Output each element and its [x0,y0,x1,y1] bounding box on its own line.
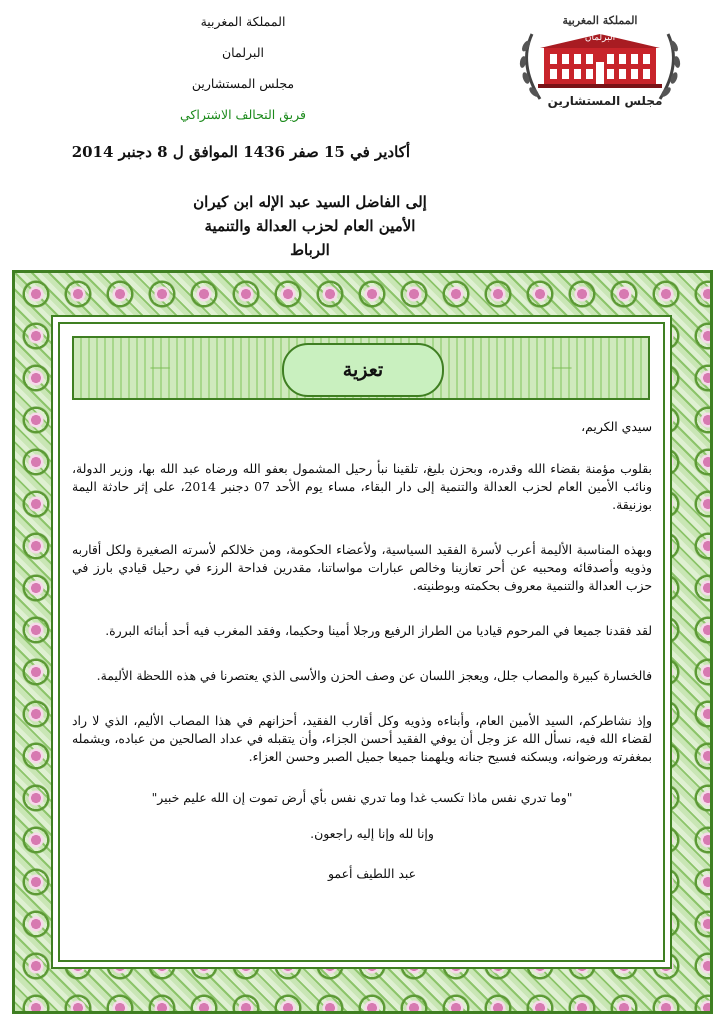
parliament-emblem [510,4,690,114]
emblem-bottom-text: مجلس المستشارين [547,94,663,108]
letterhead-parliament: البرلمان [222,45,264,60]
paragraph-condolences: وبهذه المناسبة الأليمة أعرب لأسرة الفقيد السياسية، ولأعضاء الحكومة، ومن خلالكم لأسرته الصغيرة ولكل أقاربه وذويه وأصدقائه ومحبيه عن أحر تعازينا وخالص عبارات مواساتنا، مقدرين فداحة الرزء في رحيل قيادي بارز في حزب العدالة والتنمية معروف بحكمته وبوطنيته. [72,542,652,593]
closing-phrase: وإنا لله وإنا إليه راجعون. [310,826,434,841]
emblem-middle-text: البرلمان [584,33,616,43]
addressee-city: الرباط [290,241,330,259]
salutation: سيدي الكريم، [581,419,652,434]
letter-title: تعزية [282,343,444,397]
addressee-block [150,190,470,262]
paragraph-grief: فالخسارة كبيرة والمصاب جلل، ويعجز اللسان عن وصف الحزن والأسى الذي يعتصرنا في هذه اللحظة الأليمة. [96,668,652,683]
paragraph-prayer: وإذ نشاطركم، السيد الأمين العام، وأبناءه وذويه وكل أقارب الفقيد، أحزانهم في هذا المصاب الأليم، الذي لا راد لقضاء الله فيه، نسأل الله عز وجل أن يوفي الفقيد أحسن الجزاء، وأن يتقبله في عداد الصالحين من عباده، ويشمله بمغفرته ورضوانه، ويسكنه فسيح جنانه ويلهمنا جميعا جميل الصبر وحسن العزاء. [72,713,652,764]
letter-body [72,418,652,883]
signature: عبد اللطيف أعمو [328,866,416,881]
addressee-name: إلى الفاضل السيد عبد الإله ابن كيران [193,193,427,211]
parliament-building-icon [510,4,690,114]
paragraph-loss: لقد فقدنا جميعا في المرحوم قياديا من الطراز الرفيع ورجلا أمينا وحكيما، وفقد المغرب فيه أحد أبنائه البررة. [105,623,652,638]
letterhead [168,6,318,130]
paragraph-announcement: بقلوب مؤمنة بقضاء الله وقدره، وبحزن بليغ، تلقينا نبأ رحيل المشمول بعفو الله ورضاه عبد الله بها، وزير الدولة، ونائب الأمين العام لحزب العدالة والتنمية إلى دار البقاء، مساء يوم الأحد 07 دجنبر 2014، على إثر حادثة اليمة بوزنيقة. [72,461,653,512]
letterhead-group: فريق التحالف الاشتراكي [180,107,306,122]
emblem-top-text: المملكة المغربية [562,14,638,27]
letterhead-council: مجلس المستشارين [191,76,295,91]
date-line: أكادير في 15 صفر 1436 الموافق ل 8 دجنبر 2014 [71,143,410,161]
quran-quote: "وما تدري نفس ماذا تكسب غدا وما تدري نفس بأي أرض تموت إن الله عليم خبير" [151,790,573,805]
letterhead-kingdom: المملكة المغربية [200,14,286,29]
addressee-title: الأمين العام لحزب العدالة والتنمية [204,217,416,235]
